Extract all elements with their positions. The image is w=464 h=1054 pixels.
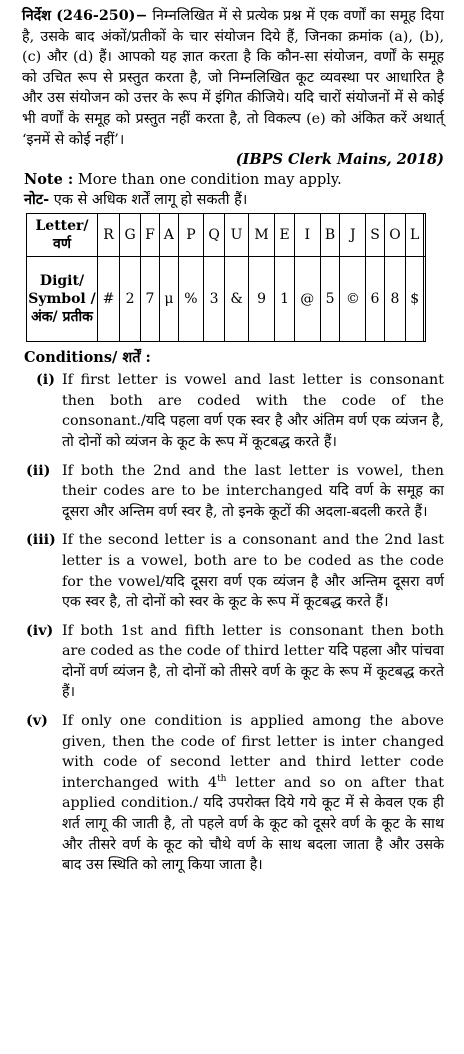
note-english <box>22 170 444 190</box>
condition-item <box>22 370 444 452</box>
letter-cell <box>424 214 426 257</box>
symbol-cell: % <box>179 257 204 342</box>
condition-text: If the second letter is a consonant and the 2nd last letter is a vowel, both are to be coded as the code for the vowel/यदि दूसरा वर्ण एक व्यंजन है और अन्तिम दूसरा वर्ण एक स्वर है, तो दोनों को स्वर के कूट के रूप में कूटबद्ध करते हैं। <box>62 532 444 611</box>
directions-heading: निर्देश (246-250)− <box>22 8 148 24</box>
symbol-cell: $ <box>406 257 424 342</box>
symbol-cell: 6 <box>366 257 384 342</box>
symbol-cell: & <box>225 257 248 342</box>
condition-number: (v) <box>26 713 48 730</box>
note-hindi-text: एक से अधिक शर्तें लागू हो सकती हैं। <box>49 192 248 209</box>
condition-item <box>22 621 444 703</box>
note-label: Note : <box>24 171 74 189</box>
letter-cell: U <box>225 214 248 257</box>
condition-text: If first letter is vowel and last letter is consonant then both are coded with the code of the consonant./यदि पहला वर्ण एक स्वर है और अंतिम वर्ण एक व्यंजन है, तो दोनों को व्यंजन के कूट के रूप में कूटबद्ध करते हैं। <box>62 372 444 450</box>
symbol-cell: 3 <box>203 257 225 342</box>
exam-source: (IBPS Clerk Mains, 2018) <box>235 151 444 169</box>
symbol-cell: 5 <box>320 257 340 342</box>
symbol-row <box>27 257 426 342</box>
symbol-cell: 7 <box>141 257 160 342</box>
condition-text-part: letter and so on after that applied condition./ यदि उपरोक्त दिये गये कूट में से केवल एक ही शर्त लागू की जाती है, तो पहले वर्ण के कूट को दूसरे वर्ण के कूट के साथ और तीसरे वर्ण के कूट को चौथे वर्ण के साथ बदला जाता है और उसके बाद उस स्थिति को लागू किया जाता है। <box>62 774 445 874</box>
letter-row-header: Letter/ वर्ण <box>27 214 98 257</box>
letter-cell: A <box>159 214 178 257</box>
letter-cell: O <box>384 214 406 257</box>
letter-cell: B <box>320 214 340 257</box>
symbol-cell <box>424 257 426 342</box>
condition-item <box>22 711 444 876</box>
condition-text-part: If only one condition is applied among the above given, then the code of first letter is inter changed with code of second letter and third letter code interchanged with 4 <box>62 713 444 791</box>
letter-row <box>27 214 426 257</box>
letter-cell: S <box>366 214 384 257</box>
note-text: More than one condition may apply. <box>77 172 342 189</box>
symbol-row-header: Digit/ Symbol / अंक/ प्रतीक <box>27 257 98 342</box>
letter-cell: I <box>294 214 320 257</box>
symbol-cell: 8 <box>384 257 406 342</box>
condition-number: (iii) <box>26 532 56 549</box>
condition-number: (ii) <box>26 462 51 479</box>
note-hindi-label: नोट- <box>24 191 50 209</box>
condition-item <box>22 461 444 523</box>
condition-number: (i) <box>36 372 55 389</box>
symbol-cell: # <box>98 257 120 342</box>
letter-cell: F <box>141 214 160 257</box>
letter-cell: M <box>248 214 275 257</box>
symbol-cell: © <box>340 257 366 342</box>
letter-cell: E <box>275 214 294 257</box>
note-hindi <box>22 190 444 210</box>
condition-text: If both the 2nd and the last letter is vowel, then their codes are to be interchanged यदि वर्ण के समूह का दूसरा और अन्तिम वर्ण स्वर है, तो इनके कूटों की अदला-बदली करते हैं। <box>62 462 444 520</box>
ordinal-suffix: th <box>217 774 227 785</box>
letter-cell: P <box>179 214 204 257</box>
letter-cell: Q <box>203 214 225 257</box>
directions-text: निम्नलिखित में से प्रत्येक प्रश्न में एक वर्णों का समूह दिया है, उसके बाद अंकों/प्रतीकों के चार संयोजन दिये हैं, जिनका क्रमांक (a), (b), (c) और (d) हैं। आपको यह ज्ञात करता है कि कौन-सा संयोजन, वर्णों के समूह को उचित रूप से प्रस्तुत करता है, जो निम्नलिखित कूट व्यवस्था पर आधारित है और उस संयोजन को उत्तर के रूप में इंगित कीजिये। यदि चारों संयोजनों में से कोई भी वर्णों के समूह को प्रस्तुत नहीं करता है, तो विकल्प (e) को अंकित करें अथार्त् ‘इनमें से कोई नहीं’। <box>22 8 445 148</box>
symbol-cell: 9 <box>248 257 275 342</box>
letter-cell: G <box>120 214 141 257</box>
letter-cell: L <box>406 214 424 257</box>
condition-text <box>62 711 444 876</box>
letter-cell: R <box>98 214 120 257</box>
coding-table <box>26 213 426 342</box>
directions-paragraph <box>22 6 444 150</box>
condition-item <box>22 530 444 612</box>
symbol-cell: @ <box>294 257 320 342</box>
condition-number: (iv) <box>26 622 54 639</box>
condition-text: If both 1st and fifth letter is consonant then both are coded as the code of third letter यदि पहला और पांचवा दोनों वर्ण व्यंजन है, तो दोनों को तीसरे वर्ण के कूट के रूप में कूटबद्ध करते हैं। <box>62 622 444 701</box>
symbol-cell: μ <box>159 257 178 342</box>
conditions-heading: Conditions/ शर्तें : <box>24 349 151 367</box>
letter-cell: J <box>340 214 366 257</box>
symbol-cell: 1 <box>275 257 294 342</box>
symbol-cell: 2 <box>120 257 141 342</box>
